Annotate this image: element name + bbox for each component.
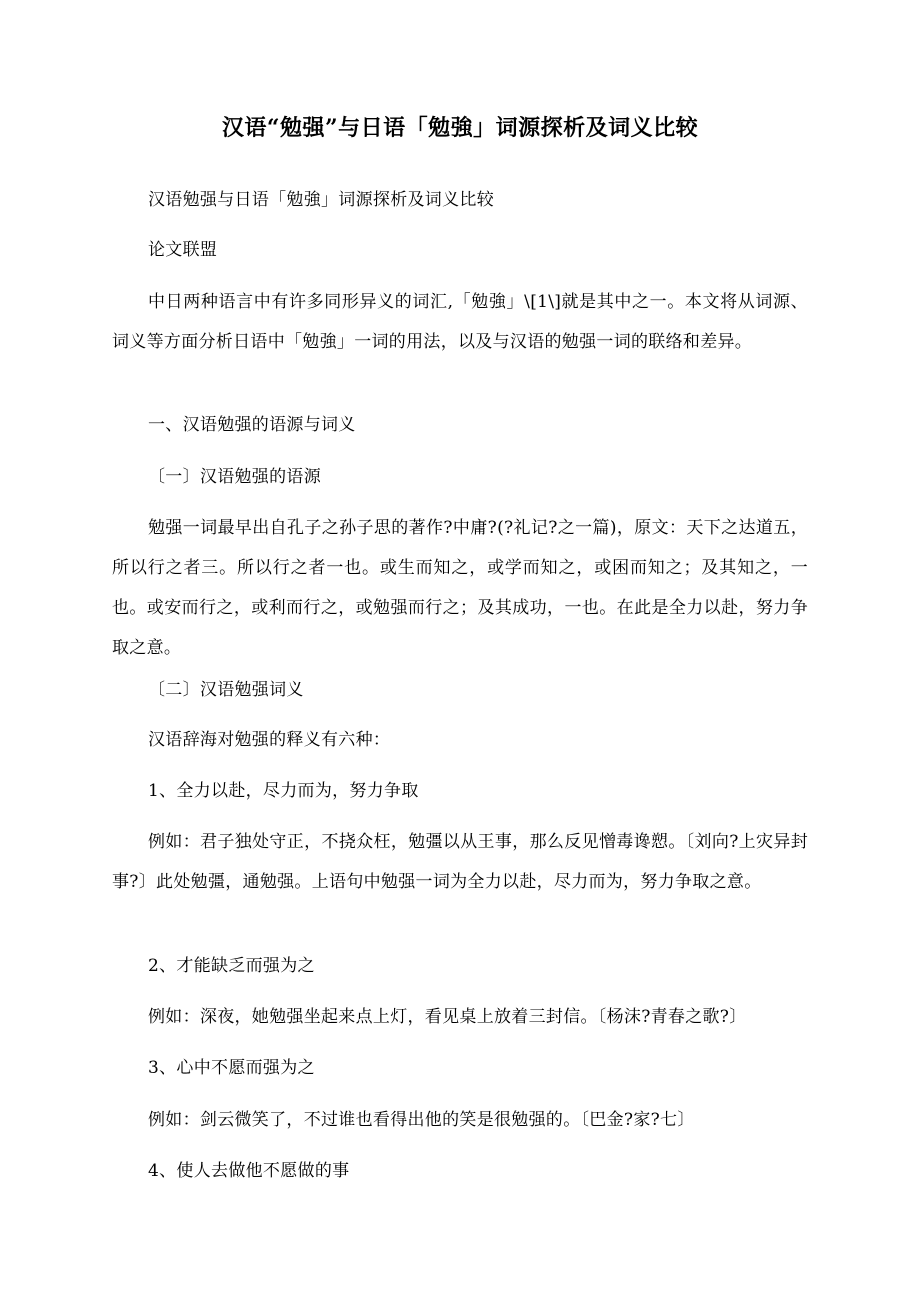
subsection-heading-2: 〔二〕汉语勉强词义 bbox=[148, 680, 304, 700]
meaning-item-1: 1、全力以赴，尽力而为，努力争取 bbox=[148, 781, 419, 801]
meaning-item-4: 4、使人去做他不愿做的事 bbox=[148, 1161, 350, 1181]
example-paragraph-3: 例如：剑云微笑了，不过谁也看得出他的笑是很勉强的。〔巴金?家?七〕 bbox=[148, 1110, 695, 1130]
subsection-heading-1: 〔一〕汉语勉强的语源 bbox=[148, 467, 321, 487]
meanings-intro-paragraph: 汉语辞海对勉强的释义有六种： bbox=[148, 730, 391, 750]
subtitle-paragraph: 汉语勉强与日语「勉強」词源探析及词义比较 bbox=[148, 190, 494, 210]
meaning-item-3: 3、心中不愿而强为之 bbox=[148, 1058, 315, 1078]
intro-paragraph: 中日两种语言中有许多同形异义的词汇,「勉強」\[1\]就是其中之一。本文将从词源、词义等方面分析日语中「勉強」一词的用法，以及与汉语的勉强一词的联络和差异。 bbox=[112, 292, 808, 352]
document-title: 汉语“勉强”与日语「勉強」词源探析及词义比较 bbox=[221, 115, 699, 141]
example-paragraph-1: 例如：君子独处守正，不挠众枉，勉彊以从王事，那么反见憎毒谗愬。〔刘向?上灾异封事?〕此处勉彊，通勉强。上语句中勉强一词为全力以赴，尽力而为，努力争取之意。 bbox=[112, 832, 808, 892]
source-paragraph: 论文联盟 bbox=[148, 240, 218, 260]
meaning-item-2: 2、才能缺乏而强为之 bbox=[148, 956, 315, 976]
etymology-paragraph: 勉强一词最早出自孔子之孙子思的著作?中庸?(?礼记?之一篇)，原文：天下之达道五，所以行之者三。所以行之者一也。或生而知之，或学而知之，或困而知之；及其知之，一也。或安而行之，或利而行之，或勉强而行之；及其成功，一也。在此是全力以赴，努力争取之意。 bbox=[112, 518, 808, 658]
example-paragraph-2: 例如：深夜，她勉强坐起来点上灯，看见桌上放着三封信。〔杨沫?青春之歌?〕 bbox=[148, 1007, 747, 1027]
section-heading-1: 一、汉语勉强的语源与词义 bbox=[148, 415, 356, 435]
